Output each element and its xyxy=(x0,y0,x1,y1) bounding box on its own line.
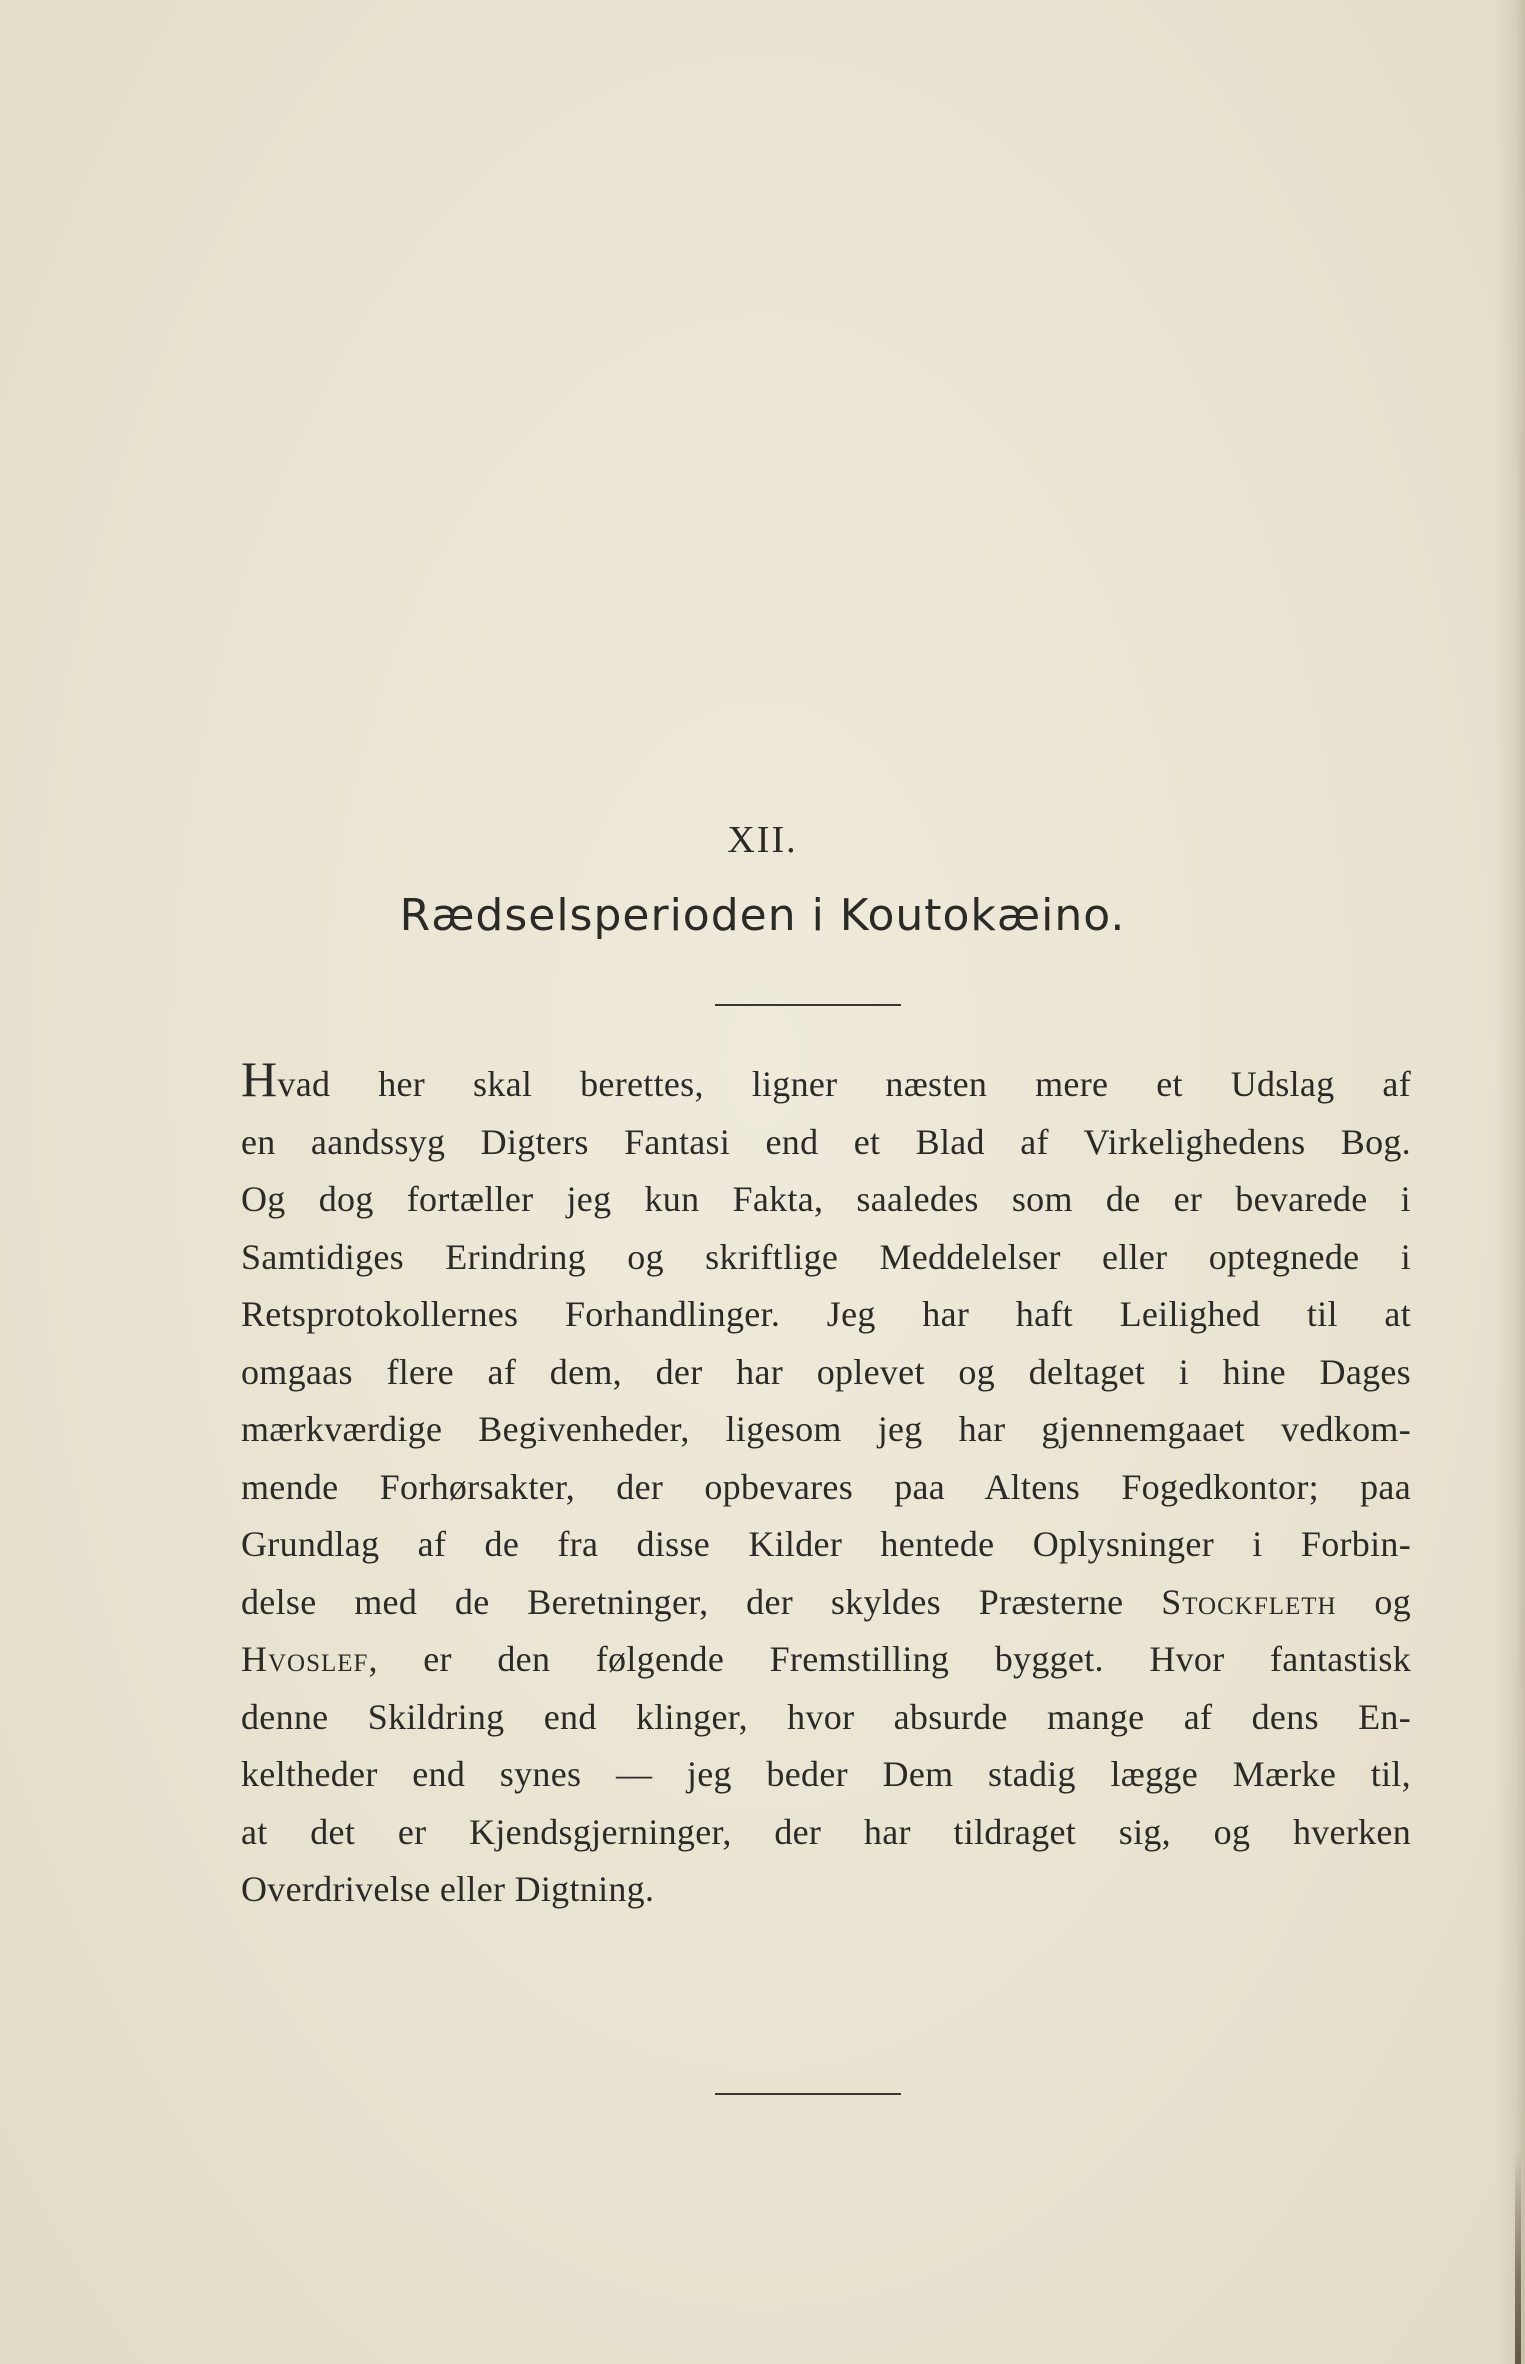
text-line-4: Samtidiges Erindring og skriftlige Meddelelser eller optegnede i xyxy=(241,1236,1411,1277)
text-line-6: omgaas flere af dem, der har oplevet og deltaget i hine Dages xyxy=(241,1351,1411,1392)
text-line-9: Grundlag af de fra disse Kilder hentede Oplysninger i Forbin- xyxy=(241,1524,1411,1564)
body-paragraph xyxy=(241,1051,1411,1919)
text-line-12: denne Skildring end klinger, hvor absurde mange af dens En- xyxy=(241,1696,1411,1737)
text-line-14: at det er Kjendsgjerninger, der har tildraget sig, og hverken xyxy=(241,1811,1411,1852)
name-hvoslef: Hvoslef xyxy=(241,1639,369,1679)
text-line-15: Overdrivelse eller Digtning. xyxy=(241,1869,655,1909)
text-line-11: Hvoslef, er den følgende Fremstilling bygget. Hvor fantastisk xyxy=(241,1639,1411,1679)
page-edge xyxy=(1495,0,1525,2364)
text-line-5: Retsprotokollernes Forhandlinger. Jeg har haft Leilighed til at xyxy=(241,1294,1411,1334)
text-line-2: en aandssyg Digters Fantasi end et Blad af Virkelighedens Bog. xyxy=(241,1121,1411,1162)
section-end-divider xyxy=(715,2093,901,2095)
text-line-10: delse med de Beretninger, der skyldes Præsterne Stockfleth og xyxy=(241,1581,1411,1622)
text-line-1: Hvad her skal berettes, ligner næsten mere et Udslag af xyxy=(241,1051,1411,1107)
text-line-13: keltheder end synes — jeg beder Dem stadig lægge Mærke til, xyxy=(241,1754,1411,1794)
text-line-8: mende Forhørsakter, der opbevares paa Altens Fogedkontor; paa xyxy=(241,1466,1411,1507)
chapter-title: Rædselsperioden i Koutokæino. xyxy=(399,890,1126,941)
chapter-number: XII. xyxy=(727,819,798,861)
text-line-3: Og dog fortæller jeg kun Fakta, saaledes som de er bevarede i xyxy=(241,1179,1411,1219)
text-line-7: mærkværdige Begivenheder, ligesom jeg har gjennemgaaet vedkom- xyxy=(241,1409,1411,1449)
name-stockfleth: Stockfleth xyxy=(1161,1581,1337,1622)
drop-cap: H xyxy=(241,1051,278,1107)
page-edge-shadow xyxy=(1515,2150,1521,2364)
title-divider xyxy=(715,1004,901,1006)
